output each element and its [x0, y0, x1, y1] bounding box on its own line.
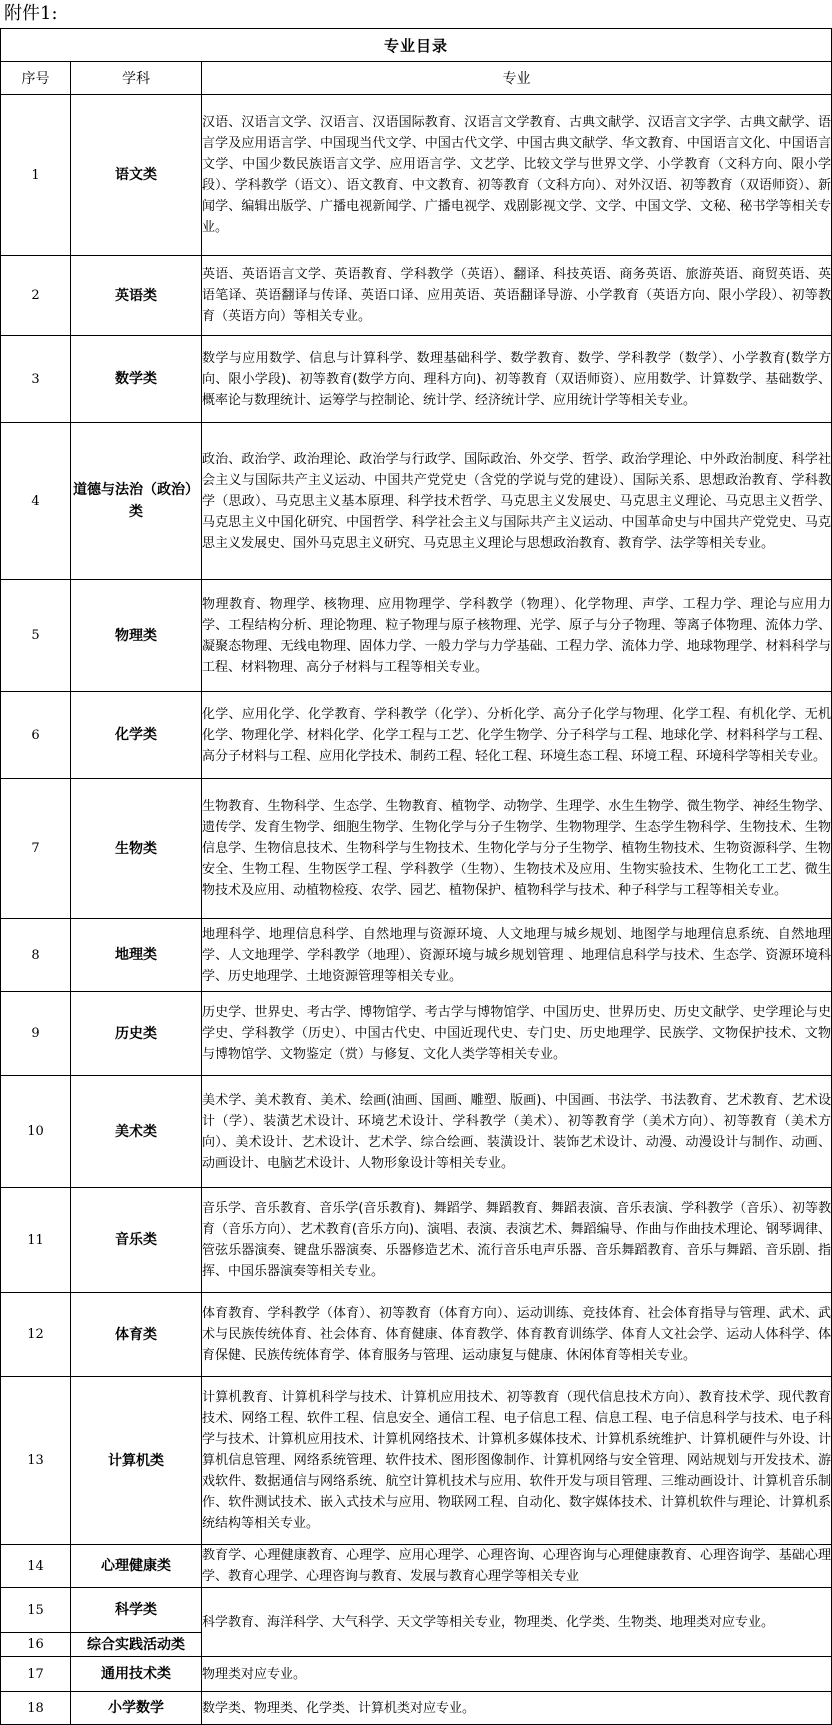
table-row	[1, 779, 832, 919]
table-row	[1, 1545, 832, 1588]
table-row	[1, 1588, 832, 1633]
row-subject: 通用技术类	[71, 1657, 202, 1692]
row-majors: 音乐学、音乐教育、音乐学(音乐教育)、舞蹈学、舞蹈教育、舞蹈表演、音乐表演、学科教学（音乐）、初等教育（音乐方向）、艺术教育(音乐方向)、演唱、表演、表演艺术、舞蹈编导、作曲与作曲技术理论、钢琴调律、管弦乐器演奏、键盘乐器演奏、乐器修造艺术、流行音乐电声乐器、音乐舞蹈教育、音乐与舞蹈、音乐剧、指挥、中国乐器演奏等相关专业。	[202, 1188, 832, 1293]
row-majors: 美术学、美术教育、美术、绘画(油画、国画、雕塑、版画)、中国画、书法学、书法教育、艺术教育、艺术设计（学）、装潢艺术设计、环境艺术设计、学科教学（美术）、初等教育学（美术方向）、初等教育（美术方向）、美术设计、艺术设计、艺术学、综合绘画、装潢设计、装饰艺术设计、动漫、动漫设计与制作、动画、动画设计、电脑艺术设计、人物形象设计等相关专业。	[202, 1076, 832, 1188]
row-seq: 10	[1, 1076, 71, 1188]
row-subject: 计算机类	[71, 1377, 202, 1545]
table-row	[1, 256, 832, 336]
row-majors: 汉语、汉语言文学、汉语言、汉语国际教育、汉语言文学教育、古典文献学、汉语言文字学、古典文献学、语言学及应用语言学、中国现当代文学、中国古代文学、中国古典文献学、华文教育、中国语言文化、中国语言文学、中国少数民族语言文学、应用语言学、文艺学、比较文学与世界文学、小学教育（文科方向、限小学段）、学科教学（语文）、语文教育、中文教育、初等教育（文科方向）、对外汉语、初等教育（双语师资）、新闻学、编辑出版学、广播电视新闻学、广播电视学、戏剧影视文学、文学、中国文学、文秘、秘书学等相关专业。	[202, 95, 832, 256]
header-subject: 学科	[71, 62, 202, 95]
row-majors: 生物教育、生物科学、生态学、生物教育、植物学、动物学、生理学、水生生物学、微生物学、神经生物学、遗传学、发育生物学、细胞生物学、生物化学与分子生物学、生物物理学、生态学生物科学、生物技术、生物信息学、生物信息技术、生物科学与生物技术、生物化学与分子生物学、植物生物技术、生物资源科学、生物安全、生物工程、生物医学工程、学科教学（生物）、生物技术及应用、生物实验技术、生物化工工艺、微生物技术及应用、动植物检疫、农学、园艺、植物保护、植物科学与技术、种子科学与工程等相关专业。	[202, 779, 832, 919]
row-majors: 政治、政治学、政治理论、政治学与行政学、国际政治、外交学、哲学、政治学理论、中外政治制度、科学社会主义与国际共产主义运动、中国共产党党史（含党的学说与党的建设）、国际关系、思想政治教育、学科教学（思政）、马克思主义基本原理、科学技术哲学、马克思主义发展史、马克思主义理论、马克思主义哲学、马克思主义中国化研究、中国哲学、科学社会主义与国际共产主义运动、中国革命史与中国共产党党史、马克思主义发展史、国外马克思主义研究、马克思主义理论与思想政治教育、教育学、法学等相关专业。	[202, 423, 832, 580]
table-row	[1, 1377, 832, 1545]
table-row	[1, 1293, 832, 1377]
row-seq: 2	[1, 256, 71, 336]
row-subject: 音乐类	[71, 1188, 202, 1293]
table-row	[1, 1657, 832, 1692]
row-majors: 教育学、心理健康教育、心理学、应用心理学、心理咨询、心理咨询与心理健康教育、心理咨询学、基础心理学、教育心理学、心理咨询与教育、发展与教育心理学等相关专业	[202, 1545, 832, 1588]
row-subject: 物理类	[71, 580, 202, 692]
row-subject: 小学数学	[71, 1692, 202, 1725]
row-subject: 美术类	[71, 1076, 202, 1188]
table-title: 专业目录	[1, 29, 832, 62]
row-subject: 地理类	[71, 919, 202, 992]
table-row	[1, 423, 832, 580]
table-header-row	[1, 62, 832, 95]
row-seq: 14	[1, 1545, 71, 1588]
row-subject: 历史类	[71, 992, 202, 1076]
row-majors: 化学、应用化学、化学教育、学科教学（化学）、分析化学、高分子化学与物理、化学工程、有机化学、无机化学、物理化学、材料化学、化学工程与工艺、化学生物学、分子科学与工程、地球化学、材料科学与工程、高分子材料与工程、应用化学技术、制药工程、轻化工程、环境生态工程、环境工程、环境科学等相关专业。	[202, 692, 832, 779]
row-majors: 计算机教育、计算机科学与技术、计算机应用技术、初等教育（现代信息技术方向）、教育技术学、现代教育技术、网络工程、软件工程、信息安全、通信工程、电子信息工程、信息工程、电子信息科学与技术、电子科学与技术、计算机应用技术、计算机网络技术、计算机多媒体技术、计算机系统维护、计算机硬件与外设、计算机信息管理、网络系统管理、软件技术、图形图像制作、计算机网络与安全管理、网站规划与开发技术、游戏软件、数据通信与网络系统、航空计算机技术与应用、软件开发与项目管理、三维动画设计、计算机音乐制作、软件测试技术、嵌入式技术与应用、物联网工程、自动化、数字媒体技术、计算机软件与理论、计算机系统结构等相关专业。	[202, 1377, 832, 1545]
row-majors: 数学与应用数学、信息与计算科学、数理基础科学、数学教育、数学、学科教学（数学）、小学教育(数学方向、限小学段)、初等教育(数学方向、理科方向)、初等教育（双语师资）、应用数学、计算数学、基础数学、概率论与数理统计、运筹学与控制论、统计学、经济统计学、应用统计学等相关专业。	[202, 336, 832, 423]
row-seq: 9	[1, 992, 71, 1076]
row-seq: 8	[1, 919, 71, 992]
header-major: 专业	[202, 62, 832, 95]
row-seq: 13	[1, 1377, 71, 1545]
row-seq: 7	[1, 779, 71, 919]
table-row	[1, 692, 832, 779]
row-subject: 科学类	[71, 1588, 202, 1633]
row-majors: 物理类对应专业。	[202, 1657, 832, 1692]
table-row	[1, 1076, 832, 1188]
row-subject: 综合实践活动类	[71, 1633, 202, 1657]
row-seq: 16	[1, 1633, 71, 1657]
row-majors: 地理科学、地理信息科学、自然地理与资源环境、人文地理与城乡规划、地图学与地理信息系统、自然地理学、人文地理学、学科教学（地理）、资源环境与城乡规划管理 、地理信息科学与技术、生态学、资源环境科学、历史地理学、土地资源管理等相关专业。	[202, 919, 832, 992]
row-subject: 英语类	[71, 256, 202, 336]
header-seq: 序号	[1, 62, 71, 95]
table-title-row	[1, 29, 832, 62]
row-majors: 历史学、世界史、考古学、博物馆学、考古学与博物馆学、中国历史、世界历史、历史文献学、史学理论与史学史、学科教学（历史）、中国古代史、中国近现代史、专门史、历史地理学、民族学、文物保护技术、文物与博物馆学、文物鉴定（赏）与修复、文化人类学等相关专业。	[202, 992, 832, 1076]
attachment-label: 附件1:	[4, 3, 58, 24]
table-row	[1, 1692, 832, 1725]
major-catalog-table	[0, 28, 832, 1725]
row-seq: 18	[1, 1692, 71, 1725]
row-subject: 心理健康类	[71, 1545, 202, 1588]
table-row	[1, 580, 832, 692]
row-subject: 体育类	[71, 1293, 202, 1377]
row-majors: 物理教育、物理学、核物理、应用物理学、学科教学（物理）、化学物理、声学、工程力学、理论与应用力学、工程结构分析、理论物理、粒子物理与原子核物理、光学、原子与分子物理、等离子体物理、流体力学、凝聚态物理、无线电物理、固体力学、一般力学与力学基础、工程力学、流体力学、地球物理学、材料科学与工程、材料物理、高分子材料与工程等相关专业。	[202, 580, 832, 692]
table-row	[1, 919, 832, 992]
row-majors: 科学教育、海洋科学、大气科学、天文学等相关专业，物理类、化学类、生物类、地理类对应专业。	[202, 1588, 832, 1657]
table-row	[1, 1188, 832, 1293]
row-seq: 4	[1, 423, 71, 580]
table-row	[1, 992, 832, 1076]
row-subject: 化学类	[71, 692, 202, 779]
row-seq: 11	[1, 1188, 71, 1293]
row-majors: 体育教育、学科教学（体育）、初等教育（体育方向）、运动训练、竞技体育、社会体育指导与管理、武术、武术与民族传统体育、社会体育、体育健康、体育教学、体育教育训练学、体育人文社会学、运动人体科学、体育保健、民族传统体育学、体育服务与管理、运动康复与健康、休闲体育等相关专业。	[202, 1293, 832, 1377]
row-seq: 12	[1, 1293, 71, 1377]
row-seq: 6	[1, 692, 71, 779]
table-row	[1, 336, 832, 423]
table-row	[1, 95, 832, 256]
row-seq: 17	[1, 1657, 71, 1692]
row-seq: 3	[1, 336, 71, 423]
row-seq: 5	[1, 580, 71, 692]
row-seq: 15	[1, 1588, 71, 1633]
row-subject: 生物类	[71, 779, 202, 919]
row-majors: 英语、英语语言文学、英语教育、学科教学（英语）、翻译、科技英语、商务英语、旅游英语、商贸英语、英语笔译、英语翻译与传译、英语口译、应用英语、英语翻译导游、小学教育（英语方向、限小学段）、初等教育（英语方向）等相关专业。	[202, 256, 832, 336]
row-subject: 语文类	[71, 95, 202, 256]
row-subject: 数学类	[71, 336, 202, 423]
row-seq: 1	[1, 95, 71, 256]
row-majors: 数学类、物理类、化学类、计算机类对应专业。	[202, 1692, 832, 1725]
row-subject: 道德与法治（政治）类	[71, 423, 202, 580]
